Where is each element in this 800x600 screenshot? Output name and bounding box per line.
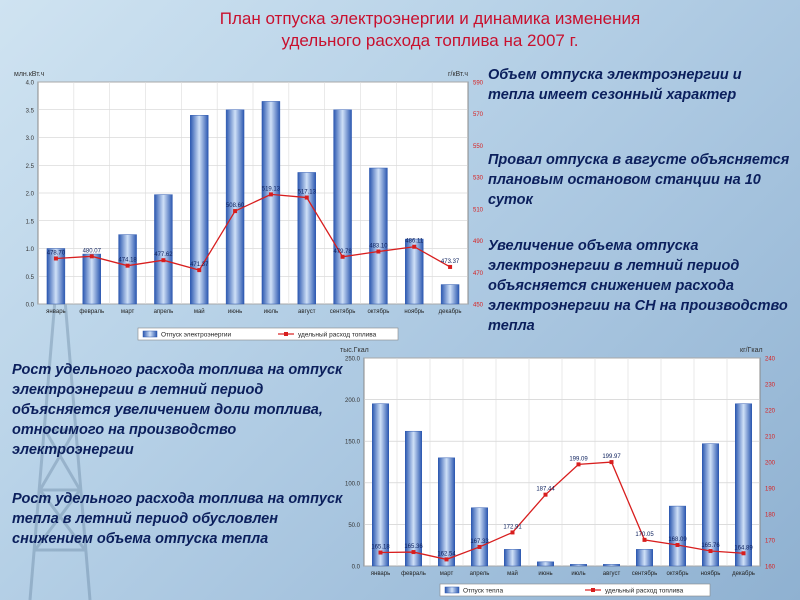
c1-bar [405, 239, 423, 304]
c1-y2-tick-label: 490 [473, 239, 484, 246]
note-fuel-heat: Рост удельного расхода топлива на отпуск тепла в летний период обусловлен снижением объема отпуска тепла [12, 491, 343, 547]
c1-bar [154, 195, 172, 304]
c1-line-data-label: 477.62 [154, 252, 173, 259]
c1-x-tick-label: март [120, 309, 135, 315]
c2-line-data-label: 165.18 [371, 544, 390, 551]
c1-y2-axis-label: г/кВт.ч [448, 71, 469, 78]
c2-bar [372, 404, 389, 566]
c1-bar [334, 110, 352, 304]
c1-y2-tick-label: 530 [473, 175, 484, 182]
c2-line-point [445, 557, 449, 561]
c1-legend-bar-swatch [143, 331, 157, 337]
c2-line-data-label: 199.09 [569, 456, 588, 463]
c1-line-data-label: 508.60 [225, 203, 245, 210]
c2-y-tick-label: 100.0 [344, 481, 360, 488]
c1-y-axis-label: млн.кВт.ч [14, 71, 45, 78]
c1-y-tick-label: 1.0 [25, 247, 34, 253]
c2-line-data-label: 168.09 [668, 536, 687, 543]
c1-x-tick-label: ноябрь [404, 309, 425, 315]
c2-line-point [544, 493, 548, 497]
c1-legend-bar-label: Отпуск электроэнергии [161, 331, 232, 339]
c2-line-data-label: 167.33 [470, 538, 489, 545]
c1-y-tick-label: 1.5 [25, 219, 34, 226]
c1-line-point [161, 258, 165, 262]
c1-line-data-label: 478.70 [46, 250, 66, 257]
c1-y-tick-label: 2.5 [25, 163, 34, 170]
c1-line-data-label: 519.13 [261, 186, 281, 193]
c2-bar [735, 404, 752, 566]
c1-bar [441, 285, 459, 304]
c2-y2-tick-label: 160 [765, 564, 776, 571]
c1-line-point [54, 256, 58, 260]
title-line-1: План отпуска электроэнергии и динамика изменения [219, 9, 641, 28]
c1-bar [83, 254, 101, 304]
c1-y2-tick-label: 550 [473, 143, 484, 150]
c2-y2-tick-label: 200 [765, 460, 776, 467]
c2-legend-bar-swatch [445, 587, 459, 593]
c2-line-point [412, 550, 416, 554]
c2-x-tick-label: июль [571, 571, 586, 577]
c1-line-data-label: 517.13 [297, 189, 316, 196]
c2-y-tick-label: 200.0 [344, 398, 360, 405]
c2-x-tick-label: апрель [469, 571, 490, 577]
c1-line-data-label: 479.78 [333, 248, 352, 255]
c2-x-tick-label: март [439, 571, 454, 577]
c2-line-point [577, 462, 581, 466]
c1-bar [262, 101, 280, 304]
c1-x-tick-label: февраль [79, 309, 105, 315]
c2-line-point [742, 551, 746, 555]
c2-x-tick-label: май [507, 571, 518, 577]
c1-y2-tick-label: 510 [473, 207, 484, 214]
c2-line-data-label: 162.54 [437, 551, 456, 558]
c1-line-data-label: 480.07 [82, 248, 101, 255]
c1-y-tick-label: 4.0 [25, 80, 34, 87]
c2-bar [603, 564, 620, 566]
c1-line-point [376, 250, 380, 254]
c2-line-data-label: 170.05 [635, 531, 654, 538]
note-august-drop: Провал отпуска в августе объясняется плановым остановом станции на 10 суток [488, 152, 790, 208]
c2-line-data-label: 172.91 [503, 524, 522, 531]
note-fuel-electricity: Рост удельного расхода топлива на отпуск электроэнергии в летний период объясняется увеличением доли топлива, относимого на производство электроэнергии [12, 362, 343, 458]
heat-chart [340, 340, 780, 598]
c1-x-tick-label: апрель [153, 309, 174, 315]
c2-x-tick-label: ноябрь [700, 571, 721, 577]
c2-y-tick-label: 250.0 [344, 356, 360, 363]
c2-line-point [676, 543, 680, 547]
c2-line-point [511, 530, 515, 534]
c2-line-data-label: 165.76 [701, 543, 720, 550]
c2-y2-tick-label: 230 [765, 382, 776, 389]
c1-y2-tick-label: 590 [473, 80, 484, 87]
c2-bar [537, 562, 554, 566]
c1-y-tick-label: 3.0 [25, 136, 34, 142]
c1-x-tick-label: август [298, 309, 316, 315]
c2-y2-tick-label: 210 [765, 434, 776, 441]
c2-y-tick-label: 50.0 [348, 522, 360, 529]
c2-y-tick-label: 150.0 [344, 439, 360, 446]
c1-line-point [448, 265, 452, 269]
c2-x-tick-label: август [602, 571, 621, 577]
c1-x-tick-label: октябрь [367, 309, 390, 315]
c2-y2-tick-label: 220 [765, 408, 776, 415]
c2-line-data-label: 199.97 [602, 454, 621, 461]
c2-y2-tick-label: 240 [765, 356, 776, 363]
c2-y-tick-label: 0.0 [351, 564, 360, 571]
c1-line-data-label: 486.11 [405, 238, 424, 245]
c2-bar [570, 564, 587, 566]
c2-x-tick-label: октябрь [666, 571, 689, 577]
c2-y2-tick-label: 170 [765, 538, 776, 545]
c1-x-tick-label: январь [46, 309, 66, 315]
c1-x-tick-label: июль [263, 309, 279, 315]
c2-legend-bar-label: Отпуск тепла [463, 587, 504, 595]
slide-title [150, 8, 710, 52]
c1-x-tick-label: сентябрь [329, 309, 356, 315]
c2-y2-tick-label: 190 [765, 486, 776, 493]
c1-y-tick-label: 2.0 [25, 191, 34, 198]
c1-line-data-label: 483.10 [369, 243, 388, 250]
c1-line-point [412, 245, 416, 249]
c1-line-point [197, 268, 201, 272]
c1-y-tick-label: 0.0 [25, 302, 34, 309]
title-line-2: удельного расхода топлива на 2007 г. [281, 31, 579, 50]
c1-line-point [90, 254, 94, 258]
c1-line-data-label: 474.18 [118, 257, 137, 264]
c1-legend-line-marker [284, 332, 288, 336]
c2-x-tick-label: январь [370, 571, 391, 577]
c2-line-data-label: 187.44 [536, 486, 555, 493]
c1-line-point [305, 196, 309, 200]
c2-line-data-label: 164.89 [734, 545, 753, 552]
c1-line-data-label: 473.37 [440, 258, 460, 265]
c1-y2-tick-label: 570 [473, 112, 484, 119]
c1-y-tick-label: 3.5 [25, 108, 34, 115]
c2-x-tick-label: июнь [538, 571, 553, 577]
c2-x-tick-label: декабрь [732, 571, 755, 577]
c2-line-point [643, 538, 647, 542]
c1-legend [138, 328, 398, 340]
c2-line-point [379, 551, 383, 555]
note-summer-increase: Увеличение объема отпуска электроэнергии в летний период объясняется снижением расхода электроэнергии на СН на производство тепла [488, 238, 788, 334]
c2-legend-line-marker [591, 588, 595, 592]
c1-bar [369, 168, 387, 304]
c1-x-tick-label: декабрь [438, 309, 462, 315]
c1-line-data-label: 471.37 [190, 262, 209, 269]
c1-bar [119, 235, 137, 304]
c2-x-tick-label: февраль [401, 571, 426, 577]
c1-legend-line-label: удельный расход топлива [298, 331, 377, 339]
c2-line-point [610, 460, 614, 464]
c2-line-point [478, 545, 482, 549]
c2-legend-line-label: удельный расход топлива [605, 587, 684, 595]
c2-bar [438, 458, 455, 566]
c1-x-tick-label: июнь [227, 309, 243, 315]
c1-y2-tick-label: 470 [473, 270, 484, 277]
electricity-chart [8, 58, 488, 343]
c2-bar [636, 549, 653, 566]
c2-bar [471, 508, 488, 566]
c1-line-point [341, 255, 345, 259]
note-seasonal: Объем отпуска электроэнергии и тепла имеет сезонный характер [488, 67, 742, 103]
c2-line-data-label: 165.36 [404, 544, 423, 551]
c2-y2-axis-label: кг/Гкал [740, 347, 763, 354]
c1-bar [190, 115, 208, 304]
c2-line-point [709, 549, 713, 553]
c1-x-tick-label: май [193, 309, 205, 315]
c2-y2-tick-label: 180 [765, 512, 776, 519]
c1-line-point [233, 209, 237, 213]
c2-legend [440, 584, 710, 596]
c1-y-tick-label: 0.5 [25, 274, 34, 281]
c1-line-point [269, 192, 273, 196]
c2-bar [504, 549, 521, 566]
c2-y-axis-label: тыс.Гкал [340, 347, 369, 354]
c2-x-tick-label: сентябрь [631, 571, 658, 577]
c1-y2-tick-label: 450 [473, 302, 484, 309]
c1-line-point [126, 264, 130, 268]
